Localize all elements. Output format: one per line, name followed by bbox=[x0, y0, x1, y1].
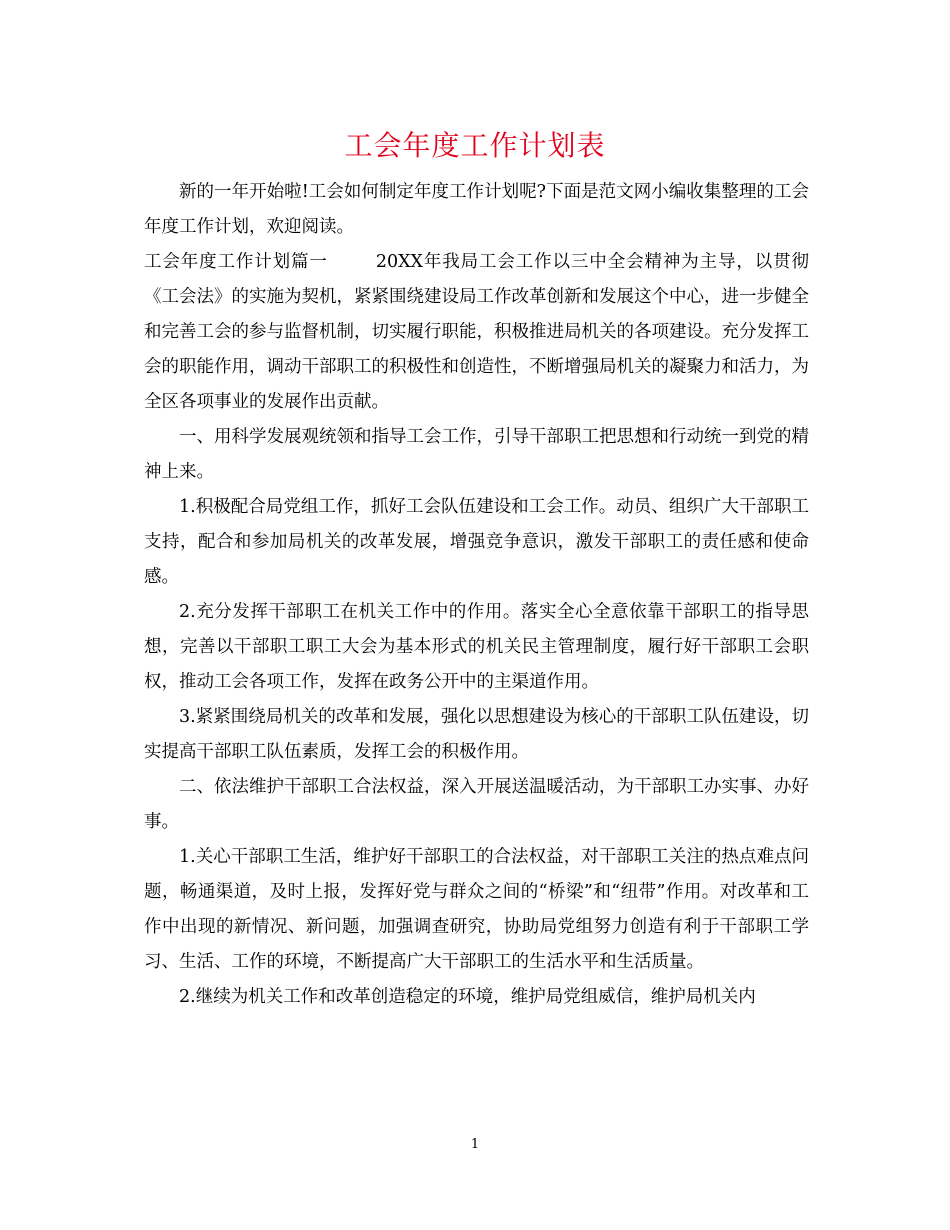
intro-paragraph: 新的一年开始啦!工会如何制定年度工作计划呢?下面是范文网小编收集整理的工会年度工作计划，欢迎阅读。 bbox=[144, 182, 809, 237]
section-paragraph bbox=[144, 245, 809, 420]
item-1-2: 2.充分发挥干部职工在机关工作中的作用。落实全心全意依靠干部职工的指导思想，完善以干部职工职工大会为基本形式的机关民主管理制度，履行好干部职工会职权，推动工会各项工作，发挥在政务公开中的主渠道作用。 bbox=[144, 602, 809, 692]
heading-two: 二、依法维护干部职工合法权益，深入开展送温暖活动，为干部职工办实事、办好事。 bbox=[144, 777, 809, 832]
item-1-3: 3.紧紧围绕局机关的改革和发展，强化以思想建设为核心的干部职工队伍建设，切实提高干部职工队伍素质，发挥工会的积极作用。 bbox=[144, 707, 809, 762]
document-title: 工会年度工作计划表 bbox=[344, 129, 606, 162]
page-number: 1 bbox=[470, 1137, 480, 1152]
section-text: 20XX年我局工会工作以三中全会精神为主导，以贯彻《工会法》的实施为契机，紧紧围绕建设局工作改革创新和发展这个中心，进一步健全和完善工会的参与监督机制，切实履行职能，积极推进局机关的各项建设。充分发挥工会的职能作用，调动干部职工的积极性和创造性，不断增强局机关的凝聚力和活力，为全区各项事业的发展作出贡献。 bbox=[144, 252, 809, 412]
heading-one: 一、用科学发展观统领和指导工会工作，引导干部职工把思想和行动统一到党的精神上来。 bbox=[144, 427, 809, 482]
item-2-1: 1.关心干部职工生活，维护好干部职工的合法权益，对干部职工关注的热点难点问题，畅通渠道，及时上报，发挥好党与群众之间的“桥梁”和“纽带”作用。对改革和工作中出现的新情况、新问题，加强调查研究，协助局党组努力创造有利于干部职工学习、生活、工作的环境，不断提高广大干部职工的生活水平和生活质量。 bbox=[144, 847, 809, 972]
item-1-1: 1.积极配合局党组工作，抓好工会队伍建设和工会工作。动员、组织广大干部职工支持，配合和参加局机关的改革发展，增强竞争意识，激发干部职工的责任感和使命感。 bbox=[144, 497, 809, 587]
section-label: 工会年度工作计划篇一 bbox=[144, 252, 328, 272]
item-2-2: 2.继续为机关工作和改革创造稳定的环境，维护局党组威信，维护局机关内 bbox=[179, 987, 756, 1007]
document-body bbox=[144, 175, 809, 1015]
